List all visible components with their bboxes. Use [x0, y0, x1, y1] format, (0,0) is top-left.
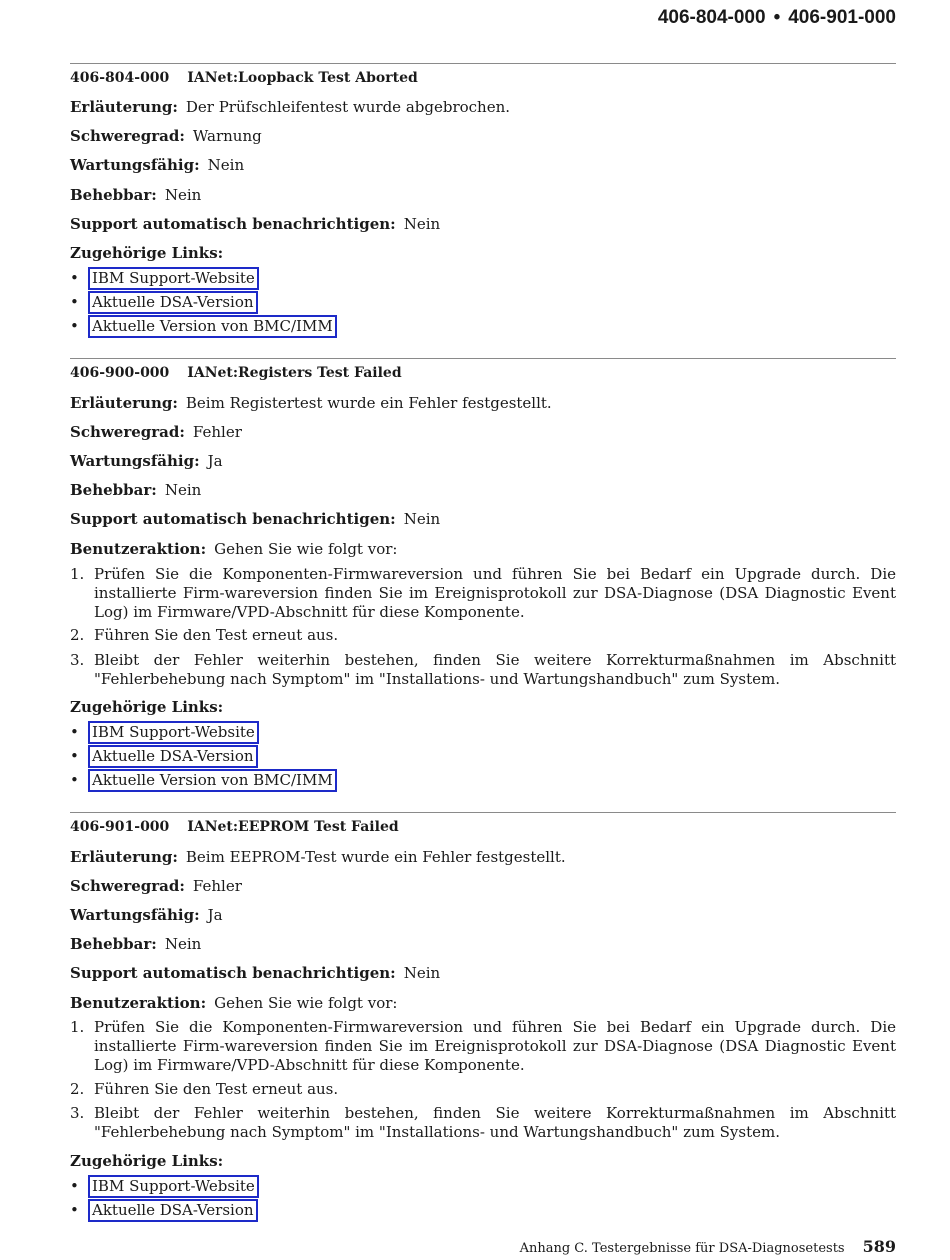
- link-current-bmc-imm-version[interactable]: Aktuelle Version von BMC/IMM: [88, 315, 337, 338]
- page-footer: [520, 1237, 896, 1256]
- step-text: Bleibt der Fehler weiterhin bestehen, finden Sie weitere Korrekturmaßnahmen im Abschnitt "Fehlerbehebung nach Symptom" im "Installations- und Wartungshandbuch" zum System.: [94, 651, 896, 688]
- serviceable-label: Wartungsfähig:: [70, 906, 200, 924]
- step-number: 3.: [70, 1104, 85, 1122]
- serviceable-field: [70, 452, 223, 470]
- action-step-2: [70, 1080, 896, 1099]
- explanation-field: [70, 848, 566, 866]
- severity-value: Fehler: [192, 423, 242, 441]
- bullet-icon: •: [70, 1201, 79, 1219]
- serviceable-value: Nein: [207, 156, 245, 174]
- notify-support-value: Nein: [403, 215, 441, 233]
- severity-value: Warnung: [192, 127, 262, 145]
- action-step-3: [70, 1104, 896, 1142]
- recoverable-label: Behebbar:: [70, 935, 157, 953]
- recoverable-label: Behebbar:: [70, 481, 157, 499]
- page-number: 589: [862, 1237, 896, 1256]
- serviceable-field: [70, 156, 244, 174]
- recoverable-label: Behebbar:: [70, 186, 157, 204]
- notify-support-label: Support automatisch benachrichtigen:: [70, 964, 396, 982]
- related-links-heading: [70, 1152, 231, 1170]
- step-number: 1.: [70, 1018, 85, 1036]
- step-number: 3.: [70, 651, 85, 669]
- related-links-heading: [70, 244, 231, 262]
- message-title: [70, 70, 418, 86]
- severity-label: Schweregrad:: [70, 877, 185, 895]
- bullet-icon: •: [70, 747, 79, 765]
- notify-support-field: [70, 964, 440, 982]
- explanation-field: [70, 394, 552, 412]
- action-step-2: [70, 626, 896, 645]
- step-number: 1.: [70, 565, 85, 583]
- recoverable-field: [70, 481, 201, 499]
- related-links-label: Zugehörige Links:: [70, 244, 224, 262]
- header-range-start: 406-804-000: [657, 7, 766, 28]
- user-action-label: Benutzeraktion:: [70, 540, 207, 558]
- explanation-value: Beim Registertest wurde ein Fehler festgestellt.: [185, 394, 552, 412]
- explanation-label: Erläuterung:: [70, 848, 178, 866]
- bullet-icon: •: [70, 293, 79, 311]
- related-links-heading: [70, 698, 231, 716]
- serviceable-value: Ja: [207, 452, 223, 470]
- message-title: [70, 819, 399, 835]
- step-number: 2.: [70, 626, 85, 644]
- bullet-icon: •: [70, 1177, 79, 1195]
- recoverable-value: Nein: [164, 481, 202, 499]
- explanation-label: Erläuterung:: [70, 394, 178, 412]
- user-action-value: Gehen Sie wie folgt vor:: [214, 994, 398, 1012]
- recoverable-value: Nein: [164, 186, 202, 204]
- message-name: IANet:Registers Test Failed: [187, 365, 402, 381]
- message-code: 406-900-000: [70, 365, 170, 381]
- explanation-field: [70, 98, 510, 116]
- notify-support-field: [70, 215, 440, 233]
- notify-support-value: Nein: [403, 964, 441, 982]
- message-code: 406-804-000: [70, 70, 170, 86]
- step-text: Prüfen Sie die Komponenten-Firmwareversion und führen Sie bei Bedarf ein Upgrade durch. Die installierte Firm-wareversion finden Sie im Ereignisprotokoll zur DSA-Diagnose (DSA Diagnostic Event Log) im Firmware/VPD-Abschnitt für diese Komponente.: [94, 1018, 896, 1074]
- message-code: 406-901-000: [70, 819, 170, 835]
- related-links-label: Zugehörige Links:: [70, 1152, 224, 1170]
- severity-value: Fehler: [192, 877, 242, 895]
- bullet-icon: •: [70, 317, 79, 335]
- link-current-bmc-imm-version[interactable]: Aktuelle Version von BMC/IMM: [88, 769, 337, 792]
- severity-label: Schweregrad:: [70, 423, 185, 441]
- bullet-icon: •: [70, 771, 79, 789]
- action-step-1: [70, 565, 896, 622]
- serviceable-value: Ja: [207, 906, 223, 924]
- user-action-field: [70, 540, 397, 558]
- link-current-dsa-version[interactable]: Aktuelle DSA-Version: [88, 291, 258, 314]
- user-action-field: [70, 994, 397, 1012]
- notify-support-value: Nein: [403, 510, 441, 528]
- user-action-label: Benutzeraktion:: [70, 994, 207, 1012]
- header-range-end: 406-901-000: [788, 7, 896, 28]
- explanation-value: Der Prüfschleifentest wurde abgebrochen.: [185, 98, 511, 116]
- recoverable-field: [70, 186, 201, 204]
- severity-field: [70, 877, 242, 895]
- severity-label: Schweregrad:: [70, 127, 185, 145]
- serviceable-label: Wartungsfähig:: [70, 452, 200, 470]
- link-ibm-support-website[interactable]: IBM Support-Website: [88, 721, 259, 744]
- link-current-dsa-version[interactable]: Aktuelle DSA-Version: [88, 745, 258, 768]
- related-links-label: Zugehörige Links:: [70, 698, 224, 716]
- step-number: 2.: [70, 1080, 85, 1098]
- serviceable-label: Wartungsfähig:: [70, 156, 200, 174]
- message-name: IANet:EEPROM Test Failed: [187, 819, 399, 835]
- header-separator: •: [773, 7, 781, 28]
- step-text: Bleibt der Fehler weiterhin bestehen, finden Sie weitere Korrekturmaßnahmen im Abschnitt "Fehlerbehebung nach Symptom" im "Installations- und Wartungshandbuch" zum System.: [94, 1104, 896, 1141]
- action-step-1: [70, 1018, 896, 1075]
- message-name: IANet:Loopback Test Aborted: [187, 70, 418, 86]
- notify-support-label: Support automatisch benachrichtigen:: [70, 510, 396, 528]
- explanation-value: Beim EEPROM-Test wurde ein Fehler festgestellt.: [185, 848, 566, 866]
- section-divider: [70, 358, 896, 359]
- serviceable-field: [70, 906, 223, 924]
- severity-field: [70, 127, 262, 145]
- action-step-3: [70, 651, 896, 689]
- step-text: Führen Sie den Test erneut aus.: [94, 626, 339, 644]
- step-text: Führen Sie den Test erneut aus.: [94, 1080, 339, 1098]
- notify-support-field: [70, 510, 440, 528]
- notify-support-label: Support automatisch benachrichtigen:: [70, 215, 396, 233]
- message-title: [70, 365, 402, 381]
- bullet-icon: •: [70, 723, 79, 741]
- user-action-value: Gehen Sie wie folgt vor:: [214, 540, 398, 558]
- section-divider: [70, 812, 896, 813]
- footer-chapter-title: Anhang C. Testergebnisse für DSA-Diagnosetests: [519, 1241, 845, 1256]
- link-ibm-support-website[interactable]: IBM Support-Website: [88, 1175, 259, 1198]
- explanation-label: Erläuterung:: [70, 98, 178, 116]
- link-ibm-support-website[interactable]: IBM Support-Website: [88, 267, 259, 290]
- recoverable-field: [70, 935, 201, 953]
- recoverable-value: Nein: [164, 935, 202, 953]
- section-divider: [70, 63, 896, 64]
- step-text: Prüfen Sie die Komponenten-Firmwareversion und führen Sie bei Bedarf ein Upgrade durch. Die installierte Firm-wareversion finden Sie im Ereignisprotokoll zur DSA-Diagnose (DSA Diagnostic Event Log) im Firmware/VPD-Abschnitt für diese Komponente.: [94, 565, 896, 621]
- link-current-dsa-version[interactable]: Aktuelle DSA-Version: [88, 1199, 258, 1222]
- page-header-range: [658, 7, 896, 29]
- severity-field: [70, 423, 242, 441]
- bullet-icon: •: [70, 269, 79, 287]
